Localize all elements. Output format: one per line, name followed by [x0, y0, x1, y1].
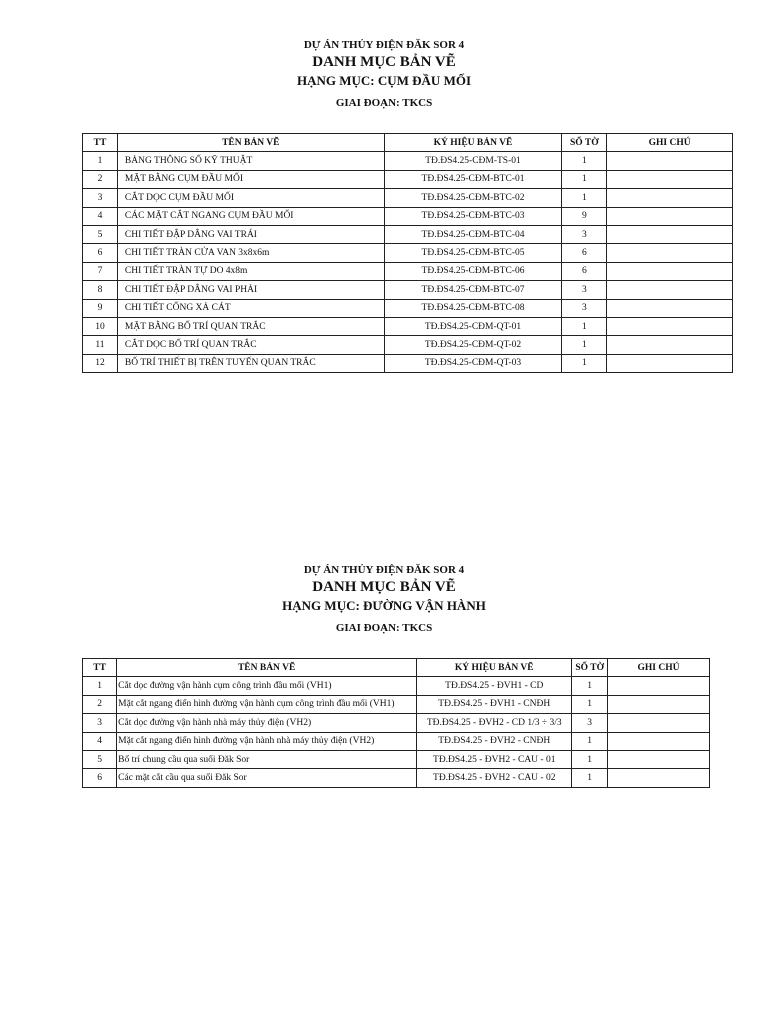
section-header-2 — [0, 564, 768, 634]
drawing-code: TĐ.ĐS4.25-CĐM-BTC-03 — [384, 207, 562, 225]
sheet-count: 1 — [562, 354, 607, 372]
table-row — [83, 769, 710, 787]
row-number: 12 — [83, 354, 118, 372]
sheet-count: 1 — [572, 769, 608, 787]
table-row — [83, 299, 733, 317]
row-number: 1 — [83, 677, 117, 695]
drawing-name: CẮT DỌC CỤM ĐẦU MỐI — [117, 189, 384, 207]
note — [607, 695, 709, 713]
drawing-code: TĐ.ĐS4.25-CĐM-BTC-06 — [384, 262, 562, 280]
row-number: 2 — [83, 170, 118, 188]
drawing-code: TĐ.ĐS4.25-CĐM-BTC-08 — [384, 299, 562, 317]
column-header: GHI CHÚ — [607, 659, 709, 677]
drawing-name: CHI TIẾT ĐẬP DÂNG VAI PHẢI — [117, 281, 384, 299]
row-number: 1 — [83, 152, 118, 170]
sheet-count: 3 — [562, 281, 607, 299]
drawing-code: TĐ.ĐS4.25 - ĐVH2 - CAU - 01 — [417, 750, 572, 768]
drawing-code: TĐ.ĐS4.25-CĐM-TS-01 — [384, 152, 562, 170]
note — [607, 152, 733, 170]
row-number: 5 — [83, 225, 118, 243]
note — [607, 677, 709, 695]
note — [607, 732, 709, 750]
sheet-count: 9 — [562, 207, 607, 225]
table-row — [83, 317, 733, 335]
drawing-name: MẶT BẰNG CỤM ĐẦU MỐI — [117, 170, 384, 188]
drawing-code: TĐ.ĐS4.25 - ĐVH1 - CD — [417, 677, 572, 695]
sheet-count: 1 — [562, 336, 607, 354]
drawing-name: Các mặt cắt cầu qua suối Đăk Sor — [117, 769, 417, 787]
drawing-name: CÁC MẶT CẮT NGANG CỤM ĐẦU MỐI — [117, 207, 384, 225]
drawing-code: TĐ.ĐS4.25-CĐM-QT-01 — [384, 317, 562, 335]
sheet-count: 6 — [562, 262, 607, 280]
column-header: KÝ HIỆU BẢN VẼ — [384, 134, 562, 152]
table-row — [83, 207, 733, 225]
drawing-name: CHI TIẾT CỐNG XẢ CÁT — [117, 299, 384, 317]
note — [607, 750, 709, 768]
note — [607, 769, 709, 787]
drawing-name: CHI TIẾT ĐẬP DÂNG VAI TRÁI — [117, 225, 384, 243]
table-row — [83, 354, 733, 372]
drawing-code: TĐ.ĐS4.25 - ĐVH2 - CNĐH — [417, 732, 572, 750]
drawing-code: TĐ.ĐS4.25-CĐM-BTC-07 — [384, 281, 562, 299]
table-row — [83, 189, 733, 207]
list-title: DANH MỤC BẢN VẼ — [312, 579, 456, 595]
sheet-count: 6 — [562, 244, 607, 262]
table-row — [83, 152, 733, 170]
column-header: TÊN BẢN VẼ — [117, 134, 384, 152]
note — [607, 207, 733, 225]
row-number: 11 — [83, 336, 118, 354]
sheet-count: 1 — [572, 677, 608, 695]
section-header-1 — [0, 39, 768, 109]
row-number: 2 — [83, 695, 117, 713]
table-row — [83, 281, 733, 299]
item-category: HẠNG MỤC: ĐƯỜNG VẬN HÀNH — [282, 598, 486, 613]
table-row — [83, 732, 710, 750]
design-stage: GIAI ĐOẠN: TKCS — [335, 97, 433, 109]
sheet-count: 1 — [562, 170, 607, 188]
table-row — [83, 225, 733, 243]
drawing-code: TĐ.ĐS4.25 - ĐVH2 - CAU - 02 — [417, 769, 572, 787]
drawing-code: TĐ.ĐS4.25-CĐM-BTC-01 — [384, 170, 562, 188]
sheet-count: 3 — [562, 299, 607, 317]
note — [607, 281, 733, 299]
project-title: DỰ ÁN THỦY ĐIỆN ĐĂK SOR 4 — [303, 564, 465, 576]
note — [607, 262, 733, 280]
sheet-count: 3 — [562, 225, 607, 243]
drawing-name: CHI TIẾT TRÀN CỬA VAN 3x8x6m — [117, 244, 384, 262]
note — [607, 299, 733, 317]
sheet-count: 1 — [572, 750, 608, 768]
note — [607, 225, 733, 243]
drawing-name: CẮT DỌC BỐ TRÍ QUAN TRẮC — [117, 336, 384, 354]
note — [607, 336, 733, 354]
row-number: 3 — [83, 189, 118, 207]
note — [607, 714, 709, 732]
item-category: HẠNG MỤC: CỤM ĐẦU MỐI — [296, 73, 472, 88]
row-number: 10 — [83, 317, 118, 335]
column-header: GHI CHÚ — [607, 134, 733, 152]
drawing-code: TĐ.ĐS4.25-CĐM-QT-02 — [384, 336, 562, 354]
drawing-code: TĐ.ĐS4.25 - ĐVH2 - CD 1/3 ÷ 3/3 — [417, 714, 572, 732]
table-row — [83, 336, 733, 354]
drawing-name: BỐ TRÍ THIẾT BỊ TRÊN TUYẾN QUAN TRẮC — [117, 354, 384, 372]
row-number: 5 — [83, 750, 117, 768]
row-number: 7 — [83, 262, 118, 280]
design-stage: GIAI ĐOẠN: TKCS — [335, 622, 433, 634]
row-number: 6 — [83, 244, 118, 262]
drawing-name: Bố trí chung cầu qua suối Đăk Sor — [117, 750, 417, 768]
table-header-row — [83, 659, 710, 677]
row-number: 4 — [83, 732, 117, 750]
table-row — [83, 244, 733, 262]
table-row — [83, 170, 733, 188]
drawing-name: BẢNG THÔNG SỐ KỸ THUẬT — [117, 152, 384, 170]
row-number: 8 — [83, 281, 118, 299]
drawing-name: CHI TIẾT TRÀN TỰ DO 4x8m — [117, 262, 384, 280]
table-row — [83, 677, 710, 695]
table-row — [83, 262, 733, 280]
sheet-count: 1 — [572, 695, 608, 713]
drawing-name: Cắt dọc đường vận hành nhà máy thủy điện (VH2) — [117, 714, 417, 732]
table-header-row — [83, 134, 733, 152]
row-number: 3 — [83, 714, 117, 732]
row-number: 4 — [83, 207, 118, 225]
table-row — [83, 750, 710, 768]
sheet-count: 1 — [562, 189, 607, 207]
drawing-name: Mặt cắt ngang điển hình đường vận hành nhà máy thủy điện (VH2) — [117, 732, 417, 750]
row-number: 9 — [83, 299, 118, 317]
table-row — [83, 714, 710, 732]
row-number: 6 — [83, 769, 117, 787]
drawing-name: Cắt dọc đường vận hành cụm công trình đầu mối (VH1) — [117, 677, 417, 695]
drawing-list-table-2 — [82, 658, 710, 788]
column-header: TT — [83, 659, 117, 677]
note — [607, 354, 733, 372]
note — [607, 170, 733, 188]
sheet-count: 3 — [572, 714, 608, 732]
project-title: DỰ ÁN THỦY ĐIỆN ĐĂK SOR 4 — [303, 39, 465, 51]
drawing-code: TĐ.ĐS4.25-CĐM-BTC-02 — [384, 189, 562, 207]
sheet-count: 1 — [562, 152, 607, 170]
column-header: KÝ HIỆU BẢN VẼ — [417, 659, 572, 677]
column-header: TÊN BẢN VẼ — [117, 659, 417, 677]
drawing-code: TĐ.ĐS4.25 - ĐVH1 - CNĐH — [417, 695, 572, 713]
drawing-name: MẶT BẰNG BỐ TRÍ QUAN TRẮC — [117, 317, 384, 335]
drawing-code: TĐ.ĐS4.25-CĐM-BTC-05 — [384, 244, 562, 262]
drawing-code: TĐ.ĐS4.25-CĐM-BTC-04 — [384, 225, 562, 243]
drawing-list-table-1 — [82, 133, 733, 373]
column-header: TT — [83, 134, 118, 152]
table-row — [83, 695, 710, 713]
list-title: DANH MỤC BẢN VẼ — [312, 54, 456, 70]
sheet-count: 1 — [562, 317, 607, 335]
note — [607, 244, 733, 262]
drawing-name: Mặt cắt ngang điển hình đường vận hành cụm công trình đầu mối (VH1) — [117, 695, 417, 713]
note — [607, 317, 733, 335]
column-header: SỐ TỜ — [562, 134, 607, 152]
column-header: SỐ TỜ — [572, 659, 608, 677]
drawing-code: TĐ.ĐS4.25-CĐM-QT-03 — [384, 354, 562, 372]
sheet-count: 1 — [572, 732, 608, 750]
note — [607, 189, 733, 207]
